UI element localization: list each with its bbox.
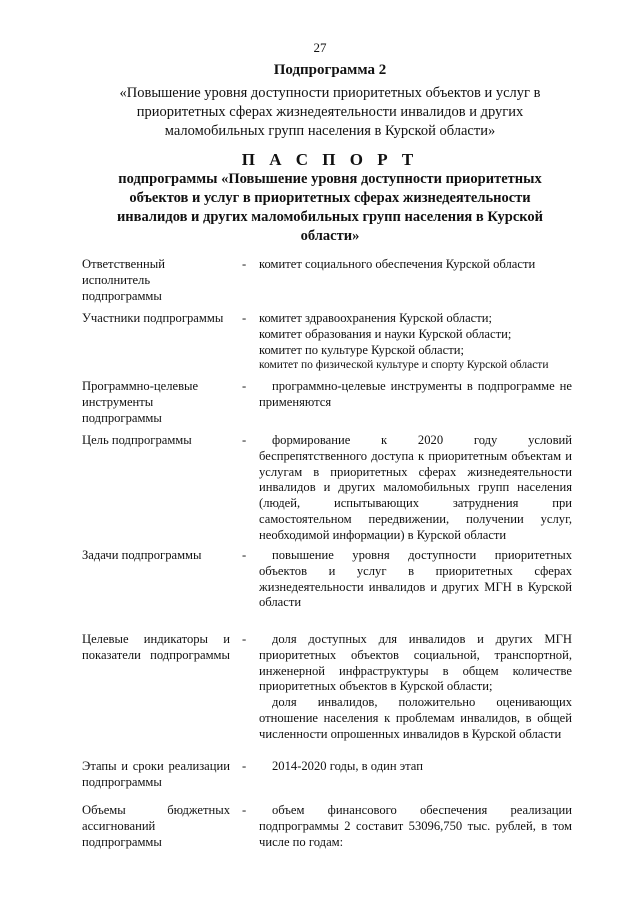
row-value-paragraph: 2014-2020 годы, в один этап bbox=[272, 759, 423, 773]
row-dash: - bbox=[242, 548, 247, 562]
row-dash: - bbox=[242, 632, 247, 646]
row-value bbox=[259, 257, 572, 273]
row-value-paragraph: повышение уровня доступности приоритетных объектов и услуг в приоритетных сферах жизнедеятельности инвалидов и других МГН в Курской области bbox=[259, 548, 572, 610]
row-value bbox=[259, 433, 572, 544]
row-value-paragraph: комитет социального обеспечения Курской области bbox=[259, 257, 536, 271]
passport-subtitle-line: объектов и услуг в приоритетных сферах жизнедеятельности bbox=[129, 190, 531, 206]
row-value-paragraph: доля доступных для инвалидов и других МГН приоритетных объектов социальной, транспортной, инженерной инфраструктуры в общем количестве приоритетных объектов в Курской области; bbox=[259, 632, 572, 694]
passport-subtitle bbox=[80, 170, 580, 246]
row-value-paragraph: программно-целевые инструменты в подпрограмме не применяются bbox=[259, 379, 572, 409]
row-value-paragraph: комитет здравоохранения Курской области; bbox=[259, 311, 493, 325]
row-dash: - bbox=[242, 803, 247, 817]
row-label: Этапы и сроки реализации подпрограммы bbox=[82, 759, 230, 789]
row-value-paragraph: комитет образования и науки Курской области; bbox=[259, 326, 512, 341]
subprogram-name bbox=[80, 84, 580, 141]
row-value bbox=[259, 311, 572, 374]
subprogram-title: Подпрограмма 2 bbox=[273, 62, 387, 78]
row-value-paragraph: объем финансового обеспечения реализации подпрограммы 2 составит 53096,750 тыс. рублей, в том числе по годам: bbox=[259, 803, 572, 849]
row-value bbox=[259, 548, 572, 611]
row-label: Участники подпрограммы bbox=[82, 311, 224, 325]
row-label: Цель подпрограммы bbox=[82, 433, 192, 447]
row-value bbox=[259, 759, 572, 775]
row-dash: - bbox=[242, 257, 247, 271]
subprogram-name-line: маломобильных групп населения в Курской области» bbox=[164, 123, 496, 139]
passport-subtitle-line: подпрограммы «Повышение уровня доступности приоритетных bbox=[118, 171, 542, 187]
row-value-paragraph: комитет по культуре Курской области; bbox=[259, 342, 464, 357]
row-value bbox=[259, 379, 572, 411]
row-dash: - bbox=[242, 759, 247, 773]
row-value-paragraph: комитет по физической культуре и спорту Курской области bbox=[259, 359, 549, 372]
row-dash: - bbox=[242, 379, 247, 393]
row-value bbox=[259, 632, 572, 743]
row-dash: - bbox=[242, 311, 247, 325]
passport-title: П А С П О Р Т bbox=[241, 150, 419, 169]
page-number: 27 bbox=[313, 40, 327, 55]
subprogram-name-line: приоритетных сферах жизнедеятельности инвалидов и других bbox=[136, 104, 524, 120]
row-label: Целевые индикаторы и показатели подпрограммы bbox=[82, 632, 230, 662]
subprogram-name-line: «Повышение уровня доступности приоритетных объектов и услуг в bbox=[119, 85, 541, 101]
row-dash: - bbox=[242, 433, 247, 447]
row-label: Ответственный исполнитель подпрограммы bbox=[82, 257, 165, 303]
row-value bbox=[259, 803, 572, 850]
row-value-paragraph: доля инвалидов, положительно оценивающих отношение населения к проблемам инвалидов, в общей численности опрошенных инвалидов в Курской области bbox=[259, 695, 572, 741]
row-label: Объемы бюджетных ассигнований подпрограммы bbox=[82, 803, 230, 849]
row-label: Программно-целевые инструменты подпрограммы bbox=[82, 379, 199, 425]
passport-subtitle-line: области» bbox=[300, 228, 360, 244]
row-label: Задачи подпрограммы bbox=[82, 548, 202, 562]
passport-subtitle-line: инвалидов и других маломобильных групп населения в Курской bbox=[116, 209, 544, 225]
row-value-paragraph: формирование к 2020 году условий беспрепятственного доступа к приоритетным объектам и услугам в приоритетных сферах жизнедеятельности инвалидов и других маломобильных групп населения (людей, испытывающих затруднения при самостоятельном передвижении, получении услуг, необходимой информации) в Курской области bbox=[259, 433, 572, 542]
